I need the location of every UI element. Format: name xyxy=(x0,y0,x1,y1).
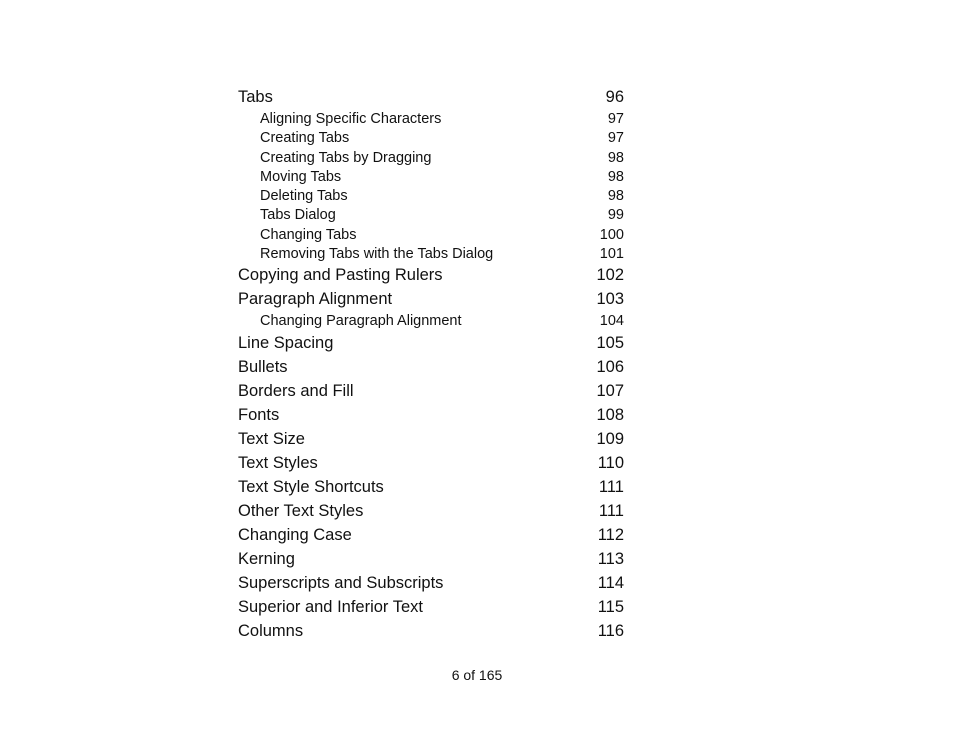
toc-entry[interactable] xyxy=(238,500,624,524)
toc-entry-page: 106 xyxy=(596,357,624,376)
toc-entry-page: 111 xyxy=(598,477,624,496)
toc-entry[interactable] xyxy=(238,572,624,596)
toc-entry[interactable] xyxy=(238,476,624,500)
toc-entry-page: 101 xyxy=(599,246,624,263)
toc-entry-title: Creating Tabs by Dragging xyxy=(260,149,432,166)
toc-entry-title: Moving Tabs xyxy=(260,168,342,185)
toc-entry-title: Bullets xyxy=(238,357,288,376)
toc-entry-title: Removing Tabs with the Tabs Dialog xyxy=(260,246,494,263)
toc-entry-title: Changing Tabs xyxy=(260,226,357,243)
toc-entry-page: 102 xyxy=(596,266,624,285)
toc-entry[interactable] xyxy=(238,452,624,476)
toc-entry-title: Line Spacing xyxy=(238,333,334,352)
toc-entry-title: Fonts xyxy=(238,405,280,424)
toc-entry-title: Text Size xyxy=(238,429,305,448)
toc-entry-title: Deleting Tabs xyxy=(260,188,348,205)
toc-entry-title: Text Style Shortcuts xyxy=(238,477,384,496)
toc-entry-title: Text Styles xyxy=(238,453,318,472)
toc-entry[interactable] xyxy=(238,288,624,312)
toc-entry[interactable] xyxy=(238,620,624,644)
toc-entry-page: 107 xyxy=(596,381,624,400)
toc-entry-title: Changing Paragraph Alignment xyxy=(260,313,462,330)
toc-entry-page: 116 xyxy=(597,621,624,640)
toc-entry-page: 98 xyxy=(607,149,624,166)
toc-entry[interactable] xyxy=(238,86,624,110)
toc-entry[interactable] xyxy=(238,245,624,264)
toc-entry-page: 97 xyxy=(607,111,624,127)
toc-entry[interactable] xyxy=(238,129,624,148)
toc-entry[interactable] xyxy=(238,226,624,245)
toc-entry[interactable] xyxy=(238,332,624,356)
toc-entry-title: Columns xyxy=(238,621,304,640)
toc-entry-page: 108 xyxy=(596,405,624,424)
toc-entry-page: 100 xyxy=(599,226,624,243)
toc-entry-title: Borders and Fill xyxy=(238,381,354,400)
toc-entry-page: 96 xyxy=(605,88,624,106)
toc-entry-title: Paragraph Alignment xyxy=(238,290,393,309)
toc-entry-page: 113 xyxy=(597,549,624,568)
toc-entry-title: Copying and Pasting Rulers xyxy=(238,266,443,285)
toc-entry-title: Tabs xyxy=(238,88,273,106)
toc-entry-page: 114 xyxy=(597,573,624,592)
toc-entry-title: Aligning Specific Characters xyxy=(260,111,442,127)
toc-entry[interactable] xyxy=(238,524,624,548)
toc-entry-page: 110 xyxy=(597,453,624,472)
toc-entry-title: Kerning xyxy=(238,549,295,568)
toc-entry[interactable] xyxy=(238,380,624,404)
toc-entry[interactable] xyxy=(238,168,624,187)
toc-entry-title: Superior and Inferior Text xyxy=(238,597,423,616)
toc-entry-page: 115 xyxy=(597,597,624,616)
page-number-indicator: 6 of 165 xyxy=(451,667,503,683)
toc-entry[interactable] xyxy=(238,312,624,331)
toc-entry-title: Changing Case xyxy=(238,525,352,544)
toc-entry-title: Superscripts and Subscripts xyxy=(238,573,444,592)
toc-entry-page: 99 xyxy=(607,207,624,224)
table-of-contents xyxy=(238,86,624,644)
toc-entry-page: 105 xyxy=(596,333,624,352)
toc-entry[interactable] xyxy=(238,548,624,572)
toc-entry-page: 104 xyxy=(599,313,624,330)
toc-entry-page: 112 xyxy=(597,525,624,544)
toc-entry[interactable] xyxy=(238,264,624,288)
toc-entry-page: 98 xyxy=(607,188,624,205)
toc-entry-title: Creating Tabs xyxy=(260,130,350,147)
toc-entry[interactable] xyxy=(238,356,624,380)
toc-entry[interactable] xyxy=(238,187,624,206)
toc-entry[interactable] xyxy=(238,596,624,620)
toc-entry-page: 97 xyxy=(607,130,624,147)
toc-entry[interactable] xyxy=(238,428,624,452)
toc-entry-page: 109 xyxy=(596,429,624,448)
toc-entry[interactable] xyxy=(238,110,624,129)
toc-entry[interactable] xyxy=(238,149,624,168)
toc-entry[interactable] xyxy=(238,404,624,428)
toc-entry-title: Tabs Dialog xyxy=(260,207,336,224)
toc-entry-title: Other Text Styles xyxy=(238,501,364,520)
toc-entry-page: 111 xyxy=(598,501,624,520)
toc-entry-page: 103 xyxy=(596,290,624,309)
toc-entry-page: 98 xyxy=(607,168,624,185)
toc-entry[interactable] xyxy=(238,206,624,225)
